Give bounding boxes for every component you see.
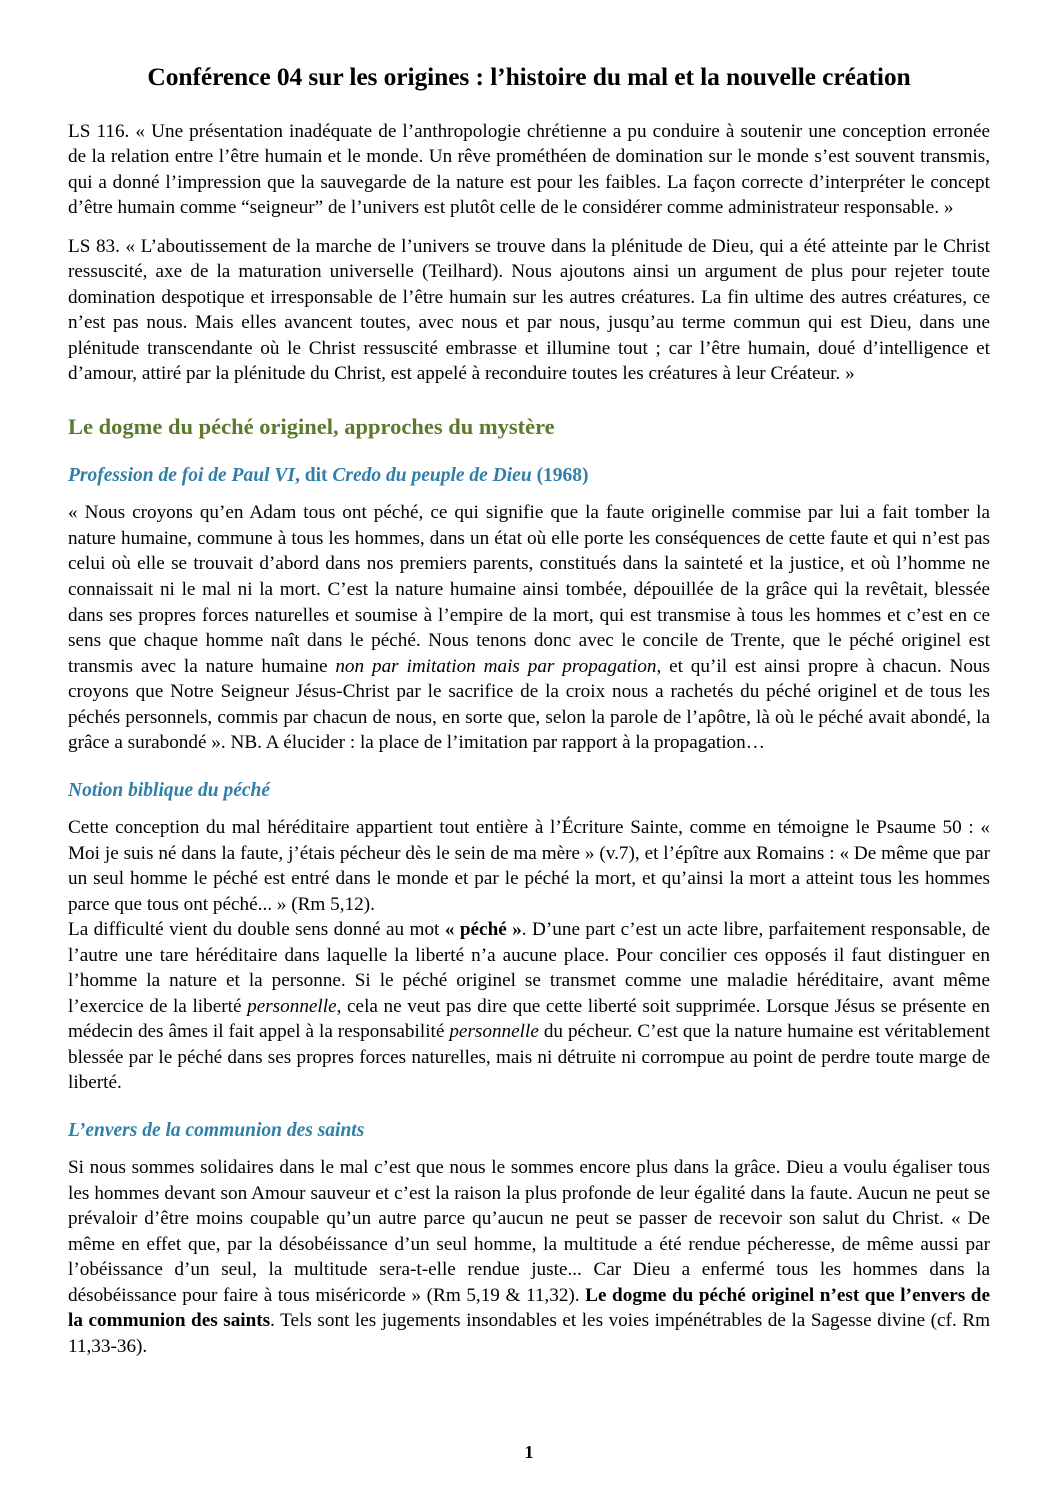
envers-part-a: Si nous sommes solidaires dans le mal c’est que nous le sommes encore plus dans la grâce. Dieu a voulu égaliser tous les hommes devant son Amour sauveur et c’est la raison la plus profonde de leur égalité dans la faute. Aucun ne peut se prévaloir d’être moins coupable qu’un autre parce qu’aucun ne peut se passer de recevoir son salut du Christ. « De même en effet que, par la désobéissance d’un seul homme, la multitude a été rendue pécheresse, de même aussi par l’obéissance d’un seul, la multitude sera-t-elle rendue juste... Car Dieu a enfermé tous les hommes dans la désobéissance pour faire à tous miséricorde » (Rm 5,19 & 11,32). <box>68 1157 990 1306</box>
notion2-part-d: du pécheur. C’est que la nature humaine est véritablement blessée par le péché dans ses propres forces naturelles, mais ni détruite ni corrompue au point de perdre toute marge de liberté. <box>68 1021 990 1094</box>
paragraph-ls83: LS 83. « L’aboutissement de la marche de l’univers se trouve dans la plénitude de Dieu, qui a été atteinte par le Christ ressuscité, axe de la maturation universelle (Teilhard). Nous ajoutons ainsi un argument de plus pour rejeter toute domination despotique et irresponsable de l’être humain sur les autres créatures. La fin ultime des autres créatures, ce n’est pas nous. Mais elles avancent toutes, avec nous et par nous, jusqu’au terme commun qui est Dieu, dans une plénitude transcendante où le Christ ressuscité embrasse et illumine tout ; car l’être humain, doué d’intelligence et d’amour, attiré par la plénitude du Christ, est appelé à reconduire toutes les créatures à leur Créateur. » <box>68 235 990 385</box>
notion2-part-b: . D’une part c’est un acte libre, parfaitement responsable, de l’autre une tare héréditaire dans laquelle la liberté n’a aucune place. Pour concilier ces opposés il faut distinguer en l’homme la nature et la personne. Si le péché originel se transmet comme une maladie héréditaire, avant même l’exercice de la liberté <box>68 919 990 1017</box>
profession-title-italic-2: Credo du peuple de Dieu <box>332 465 532 487</box>
paragraph-profession-text <box>68 500 990 755</box>
subheading-notion-biblique: Notion biblique du péché <box>68 779 271 801</box>
page-title: Conférence 04 sur les origines : l’histoire du mal et la nouvelle création <box>147 62 911 91</box>
subheading-profession-de-foi <box>68 463 990 488</box>
notion2-italic-personnelle-2: personnelle <box>449 1021 539 1043</box>
profession-text-part1: « Nous croyons qu’en Adam tous ont péché, ce qui signifie que la faute originelle commise par lui a fait tomber la nature humaine, commune à tous les hommes, dans un état où elle porte les conséquences de cette faute et qui n’est pas celui où elle se trouvait d’abord dans nos premiers parents, constitués dans la sainteté et la justice, et où l’homme ne connaissait ni le mal ni la mort. C’est la nature humaine ainsi tombée, dépouillée de la grâce qui la revêtait, blessée dans ses propres forces naturelles et soumise à l’empire de la mort, qui est transmise à tous les hommes et c’est en ce sens que chaque homme naît dans le péché. Nous tenons donc avec le concile de Trente, que le péché originel est transmis avec la nature humaine <box>68 502 990 677</box>
profession-title-connector: , dit <box>294 465 333 487</box>
paragraph-envers <box>68 1155 990 1359</box>
section-heading-dogme: Le dogme du péché originel, approches du mystère <box>68 413 555 439</box>
notion2-part-a: La difficulté vient du double sens donné au mot <box>68 919 445 941</box>
envers-part-b: . Tels sont les jugements insondables et les voies impénétrables de la Sagesse divine (cf. Rm 11,33-36). <box>68 1310 991 1357</box>
notion2-bold-peche: « péché » <box>444 919 522 941</box>
paragraph-notion-1: Cette conception du mal héréditaire appartient tout entière à l’Écriture Sainte, comme en témoigne le Psaume 50 : « Moi je suis né dans la faute, j’étais pécheur dès le sein de ma mère » (v.7), et l’épître aux Romains : « De même que par un seul homme le péché est entré dans le monde et par le péché la mort, et qu’ainsi la mort a atteint tous les hommes parce que tous ont péché... » (Rm 5,12). <box>68 817 990 915</box>
subheading-envers-communion: L’envers de la communion des saints <box>68 1119 365 1141</box>
notion2-part-c: , cela ne veut pas dire que cette liberté soit supprimée. Lorsque Jésus se présente en médecin des âmes il fait appel à la responsabilité <box>68 995 990 1043</box>
profession-text-part2: , et qu’il est ainsi propre à chacun. Nous croyons que Notre Seigneur Jésus-Christ par le sacrifice de la croix nous a rachetés du péché originel et de tous les péchés personnels, commis par chacun de nous, en sorte que, selon la parole de l’apôtre, là où le péché avait abondé, la grâce a surabondé ». NB. A élucider : la place de l’imitation par rapport à la propagation… <box>68 655 990 754</box>
profession-text-emphasis: non par imitation mais par propagation <box>335 655 657 677</box>
notion2-italic-personnelle-1: personnelle <box>247 995 337 1017</box>
profession-title-year: (1968) <box>531 465 589 487</box>
paragraph-notion-2 <box>68 917 990 1096</box>
envers-bold-statement: Le dogme du péché originel n’est que l’envers de la communion des saints <box>68 1284 990 1332</box>
page-number: 1 <box>524 1442 534 1462</box>
profession-title-italic: Profession de foi de Paul VI <box>68 465 295 487</box>
paragraph-ls116: LS 116. « Une présentation inadéquate de l’anthropologie chrétienne a pu conduire à soutenir une conception erronée de la relation entre l’être humain et le monde. Un rêve prométhéen de domination sur le monde s’est souvent transmis, qui a donné l’impression que la sauvegarde de la nature est pour les faibles. La façon correcte d’interpréter le concept d’être humain comme “seigneur” de l’univers est plutôt celle de le considérer comme administrateur responsable. » <box>68 120 990 219</box>
